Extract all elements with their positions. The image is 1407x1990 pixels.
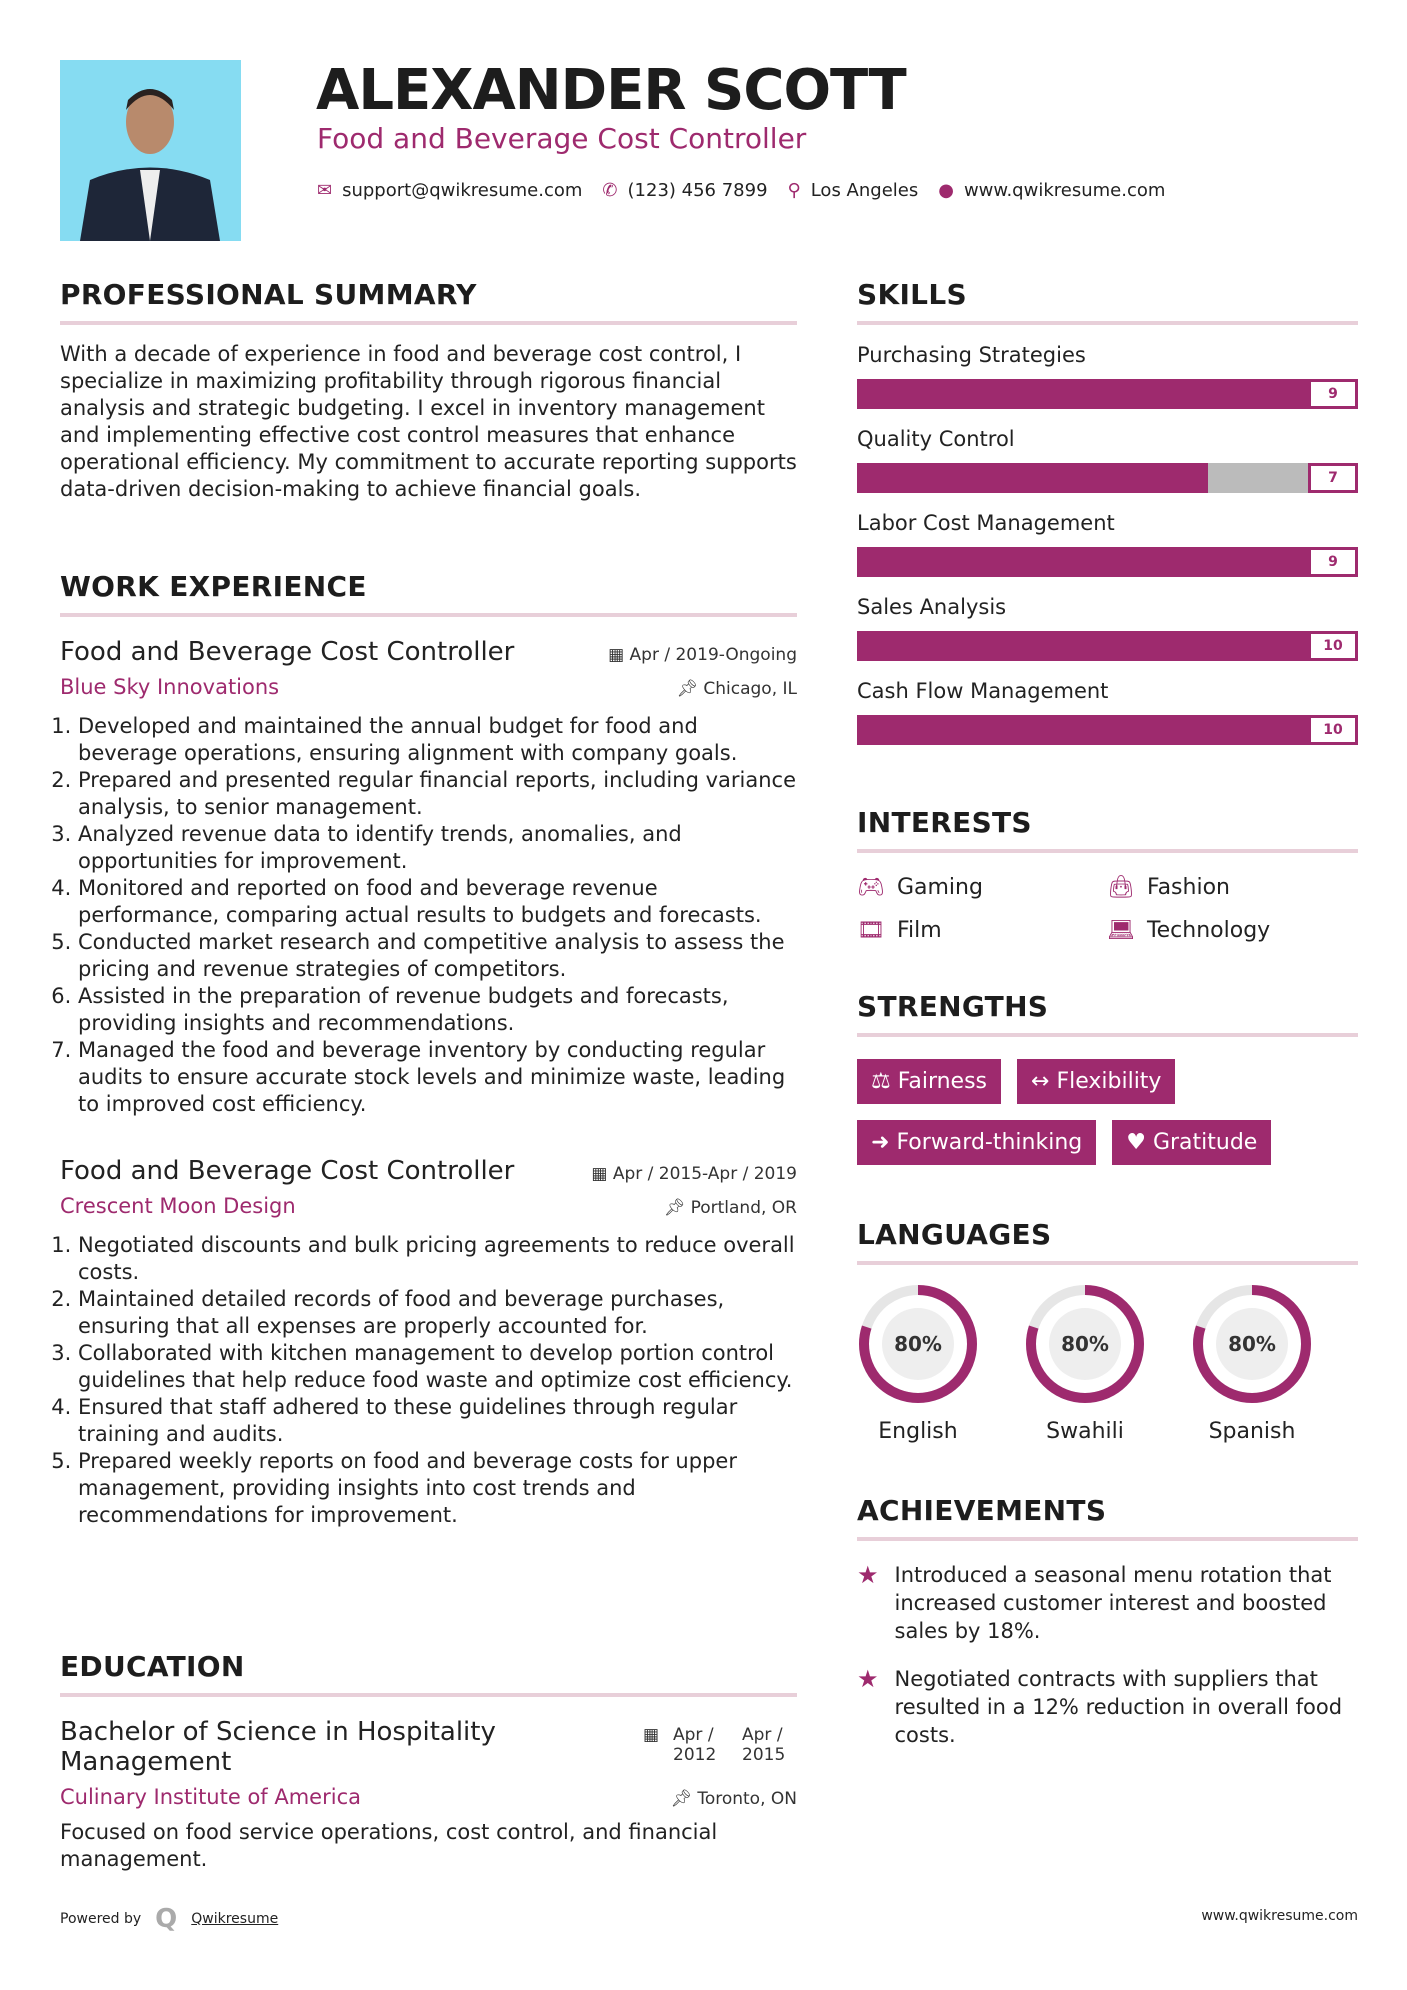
summary-text: With a decade of experience in food and beverage cost control, I specialize in maximizing profitability through rigorous financial analysis and strategic budgeting. I excel in inventory management and implementing effective cost control measures that enhance operational efficiency. My commitment to accurate reporting supports data-driven decision-making to achieve financial goals. xyxy=(60,342,797,501)
film-icon: 🎞︎ xyxy=(857,918,885,943)
skill-item xyxy=(857,343,1358,409)
duty-item: 6. Assisted in the preparation of revenue budgets and forecasts, providing insights and recommendations. xyxy=(78,983,797,1037)
skill-bar xyxy=(857,631,1358,661)
education-text: Focused on food service operations, cost control, and financial management. xyxy=(60,1820,718,1871)
email[interactable]: support@qwikresume.com xyxy=(342,180,583,201)
job-location: Portland, OR xyxy=(690,1198,797,1218)
star-icon: ★ xyxy=(857,1561,879,1589)
language-item xyxy=(857,1283,979,1444)
education-section xyxy=(60,1650,797,1873)
qwikresume-logo-icon: Q xyxy=(155,1904,178,1934)
globe-icon: ● xyxy=(938,180,954,201)
school: Culinary Institute of America xyxy=(60,1785,361,1809)
job-title: Food and Beverage Cost Controller xyxy=(60,637,515,667)
arrow-right-icon: ➜ xyxy=(871,1130,897,1155)
skill-bar xyxy=(857,547,1358,577)
skill-bar xyxy=(857,379,1358,409)
skill-bar-fill xyxy=(857,631,1358,661)
languages-section xyxy=(857,1218,1358,1444)
job-title: Food and Beverage Cost Controller xyxy=(60,1156,515,1186)
calendar-icon: ▦ xyxy=(608,645,630,665)
strength-tag: ♥ Gratitude xyxy=(1112,1120,1271,1165)
section-heading: LANGUAGES xyxy=(857,1218,1358,1265)
duty-item: 2. Maintained detailed records of food and beverage purchases, ensuring that all expenses are properly accounted for. xyxy=(78,1286,797,1340)
skill-name: Cash Flow Management xyxy=(857,679,1109,703)
calendar-icon: ▦ xyxy=(642,1725,659,1745)
summary-section xyxy=(60,278,797,503)
section-heading: SKILLS xyxy=(857,278,1358,325)
section-heading: ACHIEVEMENTS xyxy=(857,1494,1358,1541)
interest-film: 🎞︎ Film xyxy=(857,918,942,943)
skill-bar xyxy=(857,715,1358,745)
duty-item: 2. Prepared and presented regular financial reports, including variance analysis, to senior management. xyxy=(78,767,797,821)
pin-icon: 📌︎ xyxy=(676,679,704,699)
job-duties xyxy=(60,713,797,1118)
calendar-icon: ▦ xyxy=(591,1164,613,1184)
section-heading: PROFESSIONAL SUMMARY xyxy=(60,278,797,325)
balance-scale-icon: ⚖ xyxy=(871,1069,898,1094)
email-icon: ✉ xyxy=(317,180,333,201)
interest-technology: 💻︎ Technology xyxy=(1107,918,1271,943)
language-percent: 80% xyxy=(894,1332,942,1356)
gamepad-icon: 🎮︎ xyxy=(857,875,885,900)
skill-name: Labor Cost Management xyxy=(857,511,1115,535)
duty-item: 4. Monitored and reported on food and beverage revenue performance, comparing actual results to budgets and forecasts. xyxy=(78,875,797,929)
strengths-section xyxy=(857,990,1358,1165)
language-name: English xyxy=(878,1419,958,1444)
interests-section xyxy=(857,806,1358,943)
language-name: Spanish xyxy=(1208,1419,1296,1444)
job-date: Apr / 2019-Ongoing xyxy=(629,645,797,665)
location-pin-icon: ⚲ xyxy=(787,180,801,201)
degree: Bachelor of Science in Hospitality Management xyxy=(60,1717,496,1777)
duty-item: 5. Prepared weekly reports on food and beverage costs for upper management, providing insights into cost trends and recommendations for improvement. xyxy=(78,1448,797,1529)
pin-icon: 📌︎ xyxy=(663,1198,691,1218)
duty-item: 3. Collaborated with kitchen management to develop portion control guidelines that help reduce food waste and optimize cost efficiency. xyxy=(78,1340,797,1394)
footer-site[interactable]: www.qwikresume.com xyxy=(1201,1908,1358,1924)
interest-fashion: 👜︎ Fashion xyxy=(1107,875,1230,900)
location: Los Angeles xyxy=(810,180,919,201)
skill-bar-fill xyxy=(857,547,1308,577)
company: Crescent Moon Design xyxy=(60,1194,296,1218)
bag-icon: 👜︎ xyxy=(1107,875,1135,900)
skill-level: 9 xyxy=(1308,547,1358,577)
strength-tag: ⚖ Fairness xyxy=(857,1059,1001,1104)
skill-level: 9 xyxy=(1308,379,1358,409)
language-name: Swahili xyxy=(1046,1419,1124,1444)
language-item xyxy=(1191,1283,1313,1444)
skill-bar-fill xyxy=(857,715,1358,745)
skill-level: 7 xyxy=(1308,463,1358,493)
skills-section xyxy=(857,278,1358,745)
job-date: Apr / 2015-Apr / 2019 xyxy=(612,1164,797,1184)
work-section xyxy=(60,570,797,1529)
contact-info xyxy=(317,180,1165,201)
profile-photo xyxy=(60,60,241,241)
duty-item: 1. Negotiated discounts and bulk pricing agreements to reduce overall costs. xyxy=(78,1232,797,1286)
start-date: Apr / 2012 xyxy=(673,1725,717,1765)
end-date: Apr / 2015 xyxy=(742,1725,786,1765)
strength-tag: ↔ Flexibility xyxy=(1017,1059,1175,1104)
duty-item: 4. Ensured that staff adhered to these guidelines through regular training and audits. xyxy=(78,1394,797,1448)
section-heading: INTERESTS xyxy=(857,806,1358,853)
achievement-item: ★ Introduced a seasonal menu rotation that increased customer interest and boosted sales by 18%. xyxy=(857,1561,1332,1643)
candidate-title: Food and Beverage Cost Controller xyxy=(317,122,807,155)
achievement-item: ★ Negotiated contracts with suppliers that resulted in a 12% reduction in overall food costs. xyxy=(857,1665,1343,1747)
duty-item: 5. Conducted market research and competitive analysis to assess the pricing and revenue strategies of competitors. xyxy=(78,929,797,983)
achievements-section xyxy=(857,1494,1358,1749)
duty-item: 7. Managed the food and beverage inventory by conducting regular audits to ensure accurate stock levels and minimize waste, leading to improved cost efficiency. xyxy=(78,1037,797,1118)
pin-icon: 📌︎ xyxy=(670,1789,698,1809)
phone-icon: ✆ xyxy=(602,180,618,201)
section-heading: EDUCATION xyxy=(60,1650,797,1697)
language-item xyxy=(1024,1283,1146,1444)
brand-link[interactable]: Qwikresume xyxy=(191,1911,279,1927)
candidate-name: ALEXANDER SCOTT xyxy=(316,58,906,123)
language-percent: 80% xyxy=(1061,1332,1109,1356)
heart-icon: ♥ xyxy=(1126,1130,1153,1155)
job-entry xyxy=(60,1156,797,1529)
skill-level: 10 xyxy=(1308,715,1358,745)
duty-item: 1. Developed and maintained the annual budget for food and beverage operations, ensuring alignment with company goals. xyxy=(78,713,797,767)
skill-name: Quality Control xyxy=(857,427,1015,451)
job-location: Chicago, IL xyxy=(703,679,797,699)
job-duties xyxy=(60,1232,797,1529)
laptop-icon: 💻︎ xyxy=(1107,918,1135,943)
job-entry xyxy=(60,637,797,1118)
skill-name: Purchasing Strategies xyxy=(857,343,1086,367)
skill-bar-fill xyxy=(857,379,1308,409)
star-icon: ★ xyxy=(857,1665,879,1693)
skill-name: Sales Analysis xyxy=(857,595,1007,619)
website[interactable]: www.qwikresume.com xyxy=(963,180,1166,201)
language-percent: 80% xyxy=(1228,1332,1276,1356)
arrows-horizontal-icon: ↔ xyxy=(1031,1069,1057,1094)
duty-item: 3. Analyzed revenue data to identify trends, anomalies, and opportunities for improvement. xyxy=(78,821,797,875)
school-location: Toronto, ON xyxy=(697,1789,797,1809)
skill-item xyxy=(857,595,1358,661)
strength-tag: ➜ Forward-thinking xyxy=(857,1120,1096,1165)
skill-item xyxy=(857,679,1358,745)
phone: (123) 456 7899 xyxy=(627,180,768,201)
interest-gaming: 🎮︎ Gaming xyxy=(857,875,983,900)
skill-bar xyxy=(857,463,1358,493)
skill-bar-fill xyxy=(857,463,1208,493)
company: Blue Sky Innovations xyxy=(60,675,280,699)
section-heading: STRENGTHS xyxy=(857,990,1358,1037)
footer-powered: Powered by Q Qwikresume xyxy=(60,1904,279,1934)
skill-item xyxy=(857,427,1358,493)
skill-level: 10 xyxy=(1308,631,1358,661)
section-heading: WORK EXPERIENCE xyxy=(60,570,797,617)
skill-item xyxy=(857,511,1358,577)
